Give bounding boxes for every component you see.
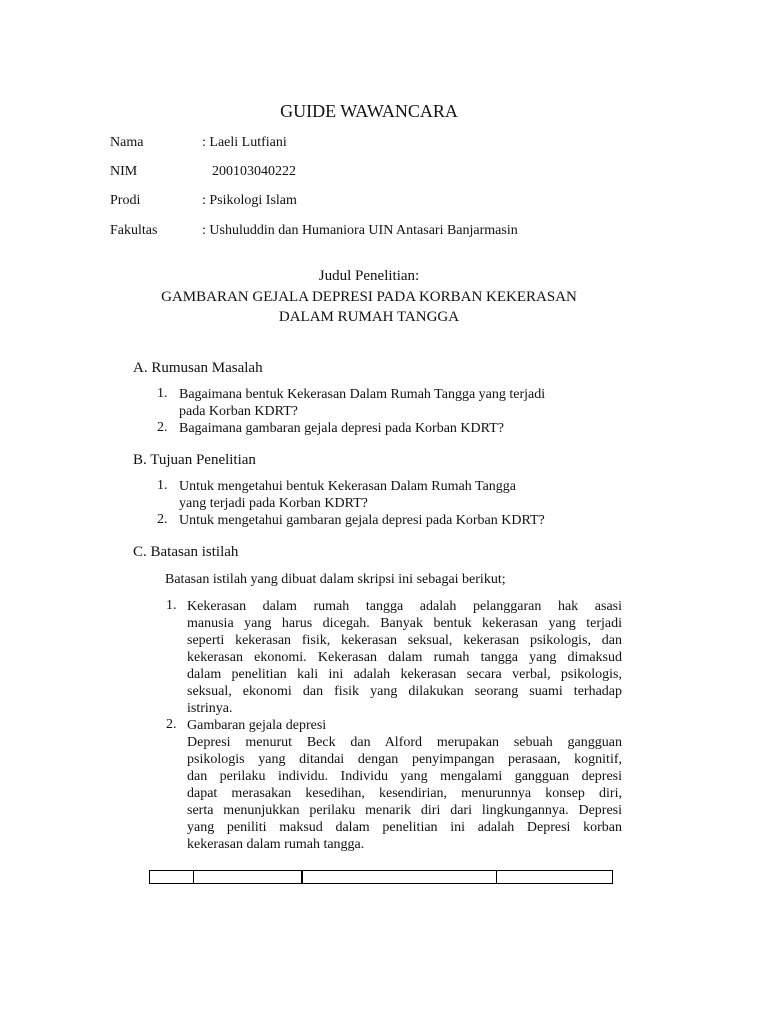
item-text-line: pada Korban KDRT? [179,404,298,419]
document-title: GUIDE WAWANCARA [280,101,458,121]
paragraph-line: serta menunjukkan perilaku menarik diri dari lingkungannya. Depresi [187,803,622,818]
list-number: 1. [157,386,168,401]
item-text-line: yang terjadi pada Korban KDRT? [179,496,368,511]
item-text-line: Untuk mengetahui gambaran gejala depresi pada Korban KDRT? [179,513,545,528]
identity-value-nama: : Laeli Lutfiani [202,135,287,150]
identity-label-nim: NIM [110,164,138,179]
table-cell [194,871,304,883]
section-a-heading: A. Rumusan Masalah [133,360,263,376]
list-number: 1. [157,478,168,493]
list-number: 2. [157,420,168,435]
paragraph-line: Kekerasan dalam rumah tangga adalah pelanggaran hak asasi [187,599,622,614]
paragraph-line: dalam penelitian kali ini adalah kekerasan secara verbal, psikologis, [187,667,622,682]
paragraph-line: manusia yang harus dicegah. Banyak bentuk kekerasan yang terjadi [187,616,622,631]
identity-label-fakultas: Fakultas [110,223,158,238]
section-c-intro: Batasan istilah yang dibuat dalam skripsi ini sebagai berikut; [165,572,506,587]
paragraph-line: Depresi menurut Beck dan Alford merupakan sebuah gangguan [187,735,622,750]
table-cell [150,871,194,883]
paragraph-line: psikologis yang ditandai dengan penyimpangan perasaan, kognitif, [187,752,622,767]
table-cell [303,871,496,883]
list-number: 2. [166,717,177,732]
section-c-heading: C. Batasan istilah [133,544,239,560]
item-text-line: Untuk mengetahui bentuk Kekerasan Dalam Rumah Tangga [179,479,516,494]
item-text-line: Bagaimana bentuk Kekerasan Dalam Rumah Tangga yang terjadi [179,387,546,402]
list-number: 2. [157,512,168,527]
identity-value-fakultas: : Ushuluddin dan Humaniora UIN Antasari Banjarmasin [202,223,518,238]
paragraph-line: istrinya. [187,701,233,716]
research-title-line-2: DALAM RUMAH TANGGA [278,309,460,325]
paragraph-line: seperti kekerasan fisik, kekerasan seksual, kekerasan psikologis, dan [187,633,622,648]
section-b-heading: B. Tujuan Penelitian [133,452,256,468]
identity-value-nim: 200103040222 [212,164,296,179]
identity-value-prodi: : Psikologi Islam [202,193,297,208]
item-paragraph [187,717,622,853]
item-text-line: Bagaimana gambaran gejala depresi pada Korban KDRT? [179,421,504,436]
table-header-strip [149,870,613,884]
identity-label-nama: Nama [110,135,144,150]
research-title-label: Judul Penelitian: [318,268,420,284]
research-title-line-1: GAMBARAN GEJALA DEPRESI PADA KORBAN KEKERASAN [161,289,577,305]
paragraph-line: dan perilaku individu. Individu yang mengalami gangguan depresi [187,769,622,784]
paragraph-line: kekerasan dalam rumah tangga. [187,837,365,852]
paragraph-line: yang peniliti maksud dalam penelitian ini adalah Depresi korban [187,820,622,835]
paragraph-line: seksual, ekonomi dan fisik yang dilakukan seorang suami terhadap [187,684,622,699]
paragraph-line: kekerasan ekonomi. Kekerasan dalam rumah tangga yang dimaksud [187,650,622,665]
item-subheading: Gambaran gejala depresi [187,718,327,733]
item-paragraph [187,598,622,717]
list-number: 1. [166,598,177,613]
paragraph-line: dapat merasakan kesedihan, kesendirian, menurunnya konsep diri, [187,786,622,801]
table-cell [497,871,613,883]
identity-label-prodi: Prodi [110,193,141,208]
